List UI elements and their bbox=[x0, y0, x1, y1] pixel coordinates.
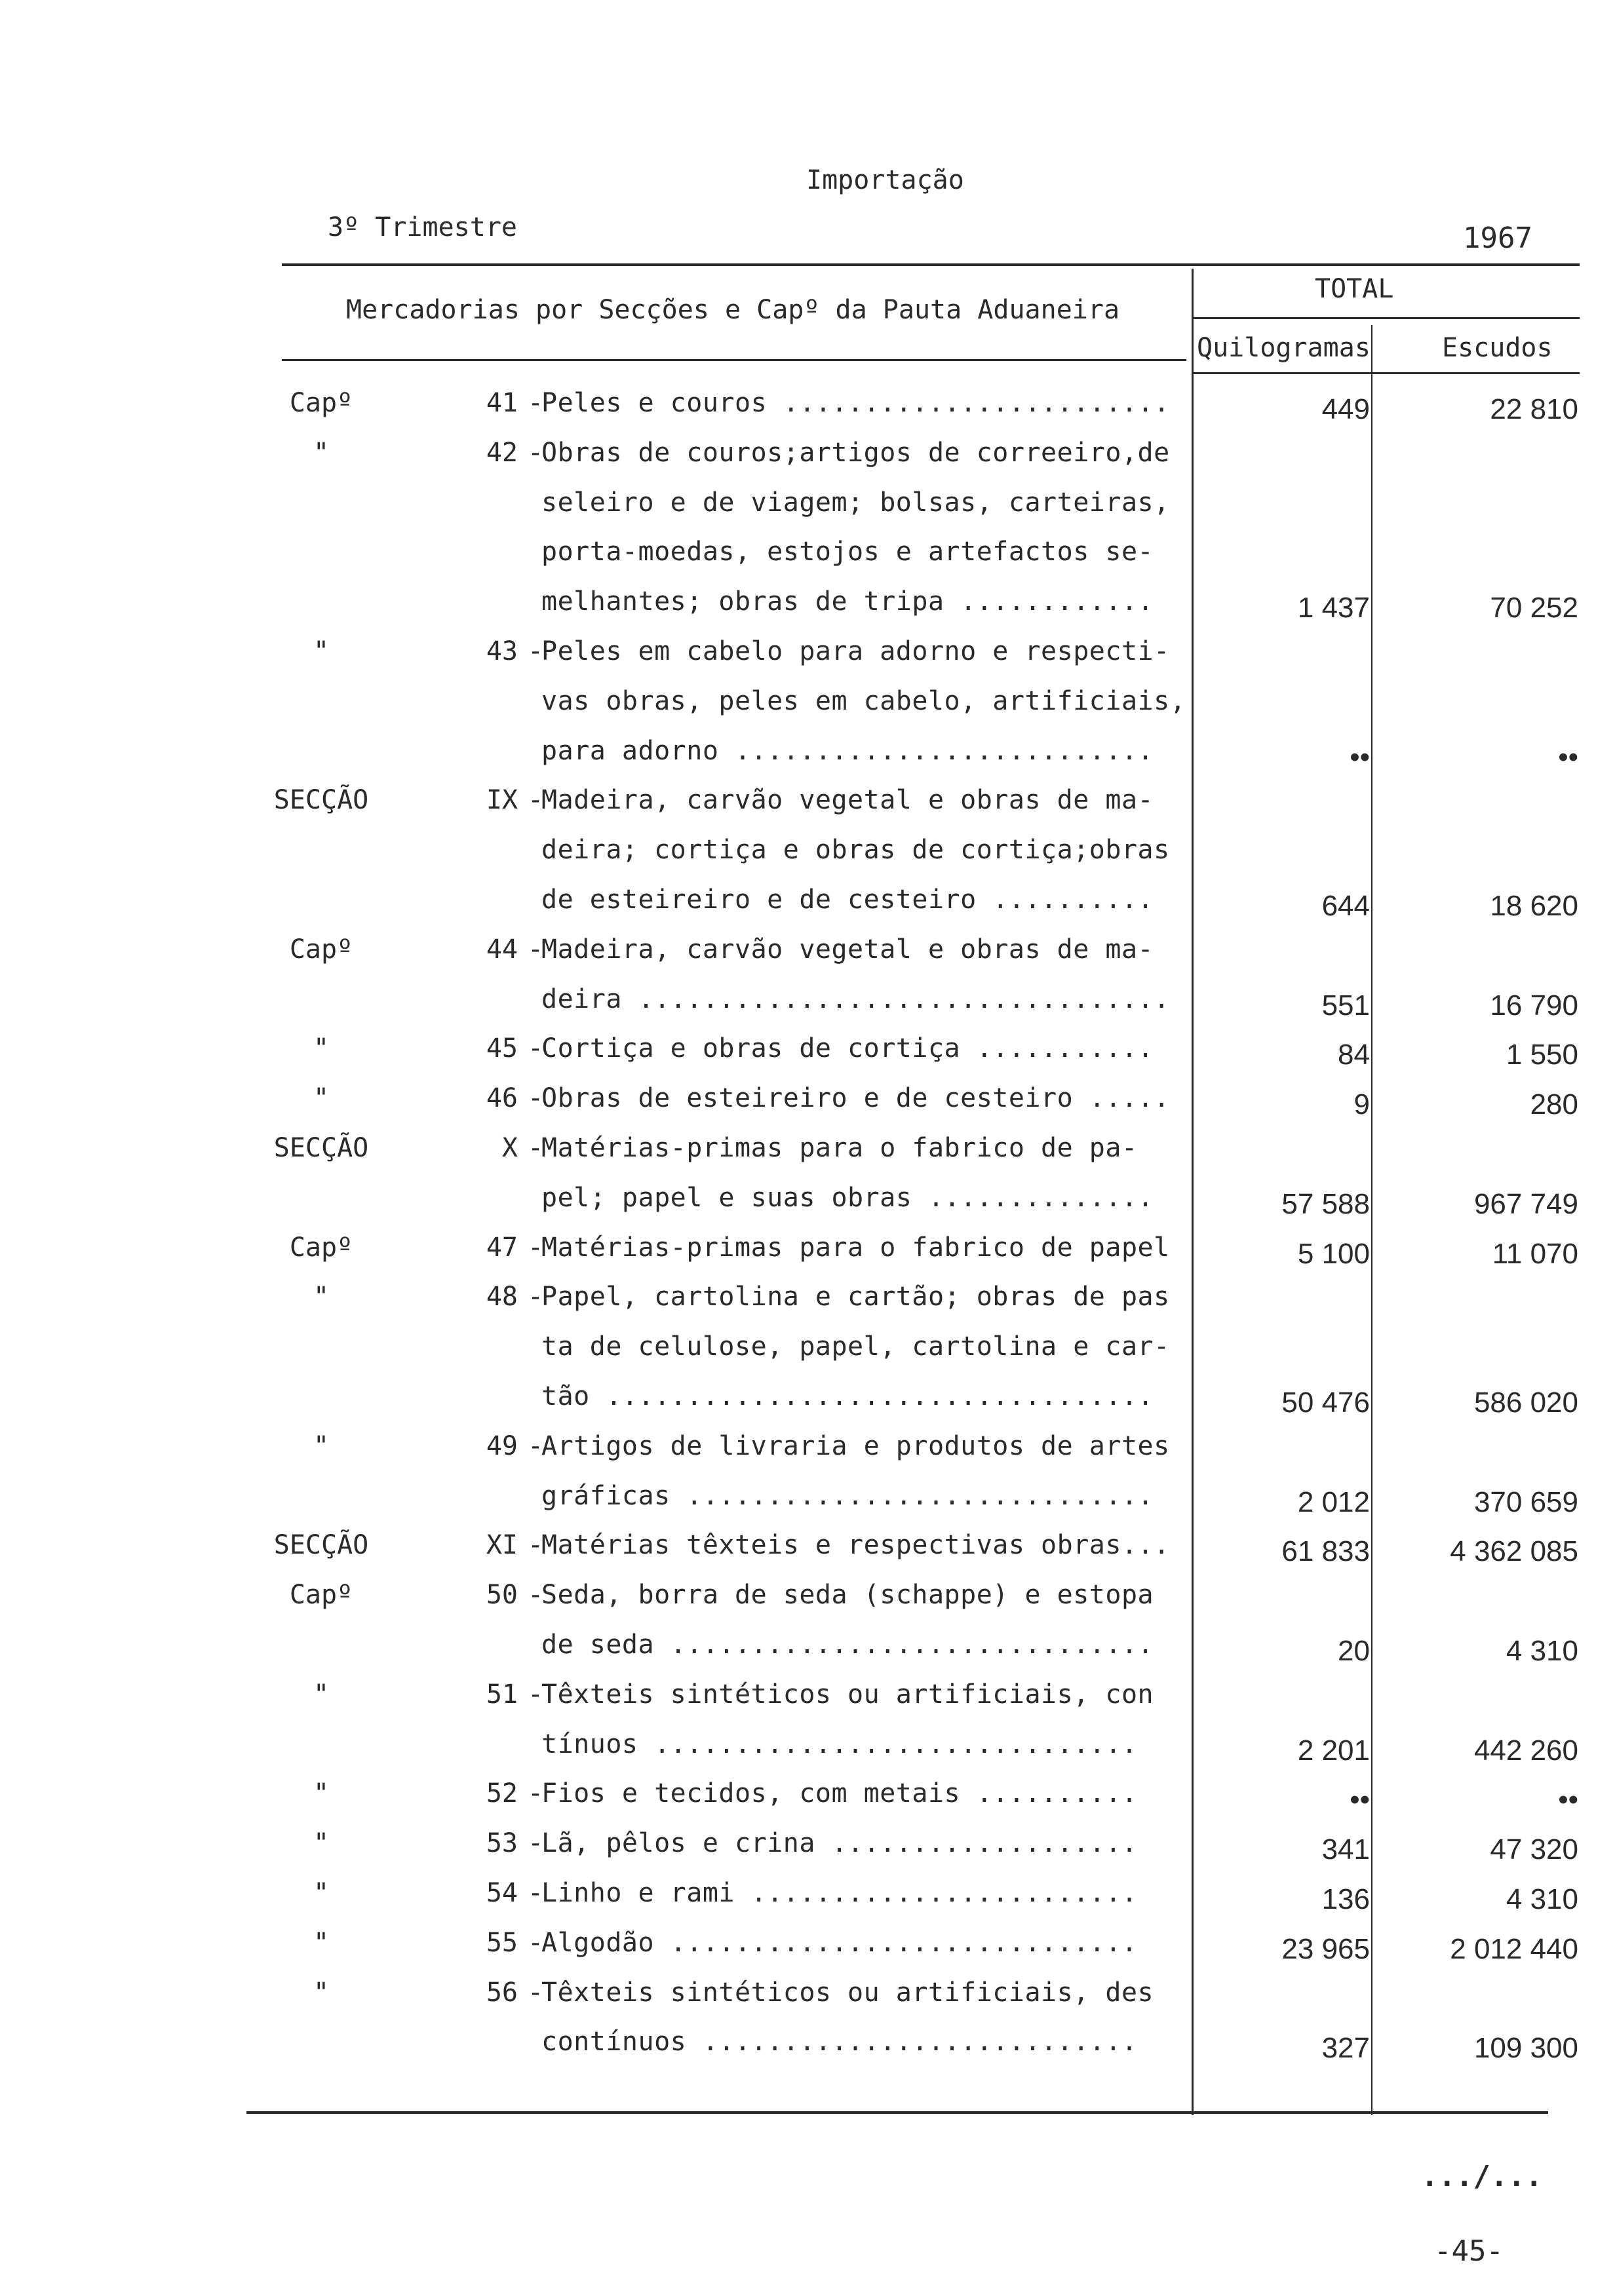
row-label: " bbox=[313, 1679, 330, 1710]
row-description: contínuos ........................... bbox=[541, 2027, 1138, 2057]
row-kilograms: 1 437 bbox=[1297, 592, 1370, 624]
row-label: " bbox=[313, 1978, 330, 2008]
row-kilograms: 2 201 bbox=[1297, 1734, 1370, 1767]
row-description: para adorno .......................... bbox=[541, 736, 1154, 766]
row-label: " bbox=[313, 636, 330, 666]
header-bottom-rule bbox=[282, 359, 1186, 361]
document-title: Importação bbox=[806, 165, 964, 195]
row-label: SECÇÃO bbox=[273, 1530, 369, 1560]
table-row bbox=[0, 438, 1615, 488]
description-column-header: Mercadorias por Secções e Capº da Pauta Aduaneira bbox=[346, 295, 1120, 325]
row-description: Cortiça e obras de cortiça ........... bbox=[541, 1033, 1154, 1063]
row-dash: - bbox=[528, 1778, 544, 1808]
table-row bbox=[0, 1083, 1615, 1133]
row-kilograms: 61 833 bbox=[1281, 1535, 1370, 1567]
table-row bbox=[0, 1778, 1615, 1828]
row-kilograms: 136 bbox=[1321, 1883, 1370, 1915]
table-row bbox=[0, 636, 1615, 686]
table-row bbox=[0, 1033, 1615, 1083]
table-row bbox=[0, 1431, 1615, 1481]
total-column-header: TOTAL bbox=[1315, 274, 1394, 304]
table-row bbox=[0, 1729, 1615, 1779]
row-description: Madeira, carvão vegetal e obras de ma- bbox=[541, 785, 1154, 815]
row-escudos: 109 300 bbox=[1473, 2032, 1578, 2064]
row-number: 44 bbox=[486, 934, 518, 965]
row-dash: - bbox=[528, 934, 544, 965]
row-escudos: 2 012 440 bbox=[1450, 1933, 1578, 1965]
row-number: 55 bbox=[486, 1928, 518, 1958]
row-escudos: •• bbox=[1558, 741, 1578, 773]
row-escudos: 280 bbox=[1530, 1088, 1578, 1120]
table-row bbox=[0, 1183, 1615, 1233]
row-description: melhantes; obras de tripa ............ bbox=[541, 586, 1154, 617]
row-dash: - bbox=[528, 1431, 544, 1461]
row-dash: - bbox=[528, 1978, 544, 2008]
row-description: Seda, borra de seda (schappe) e estopa bbox=[541, 1580, 1154, 1610]
row-number: 46 bbox=[486, 1083, 518, 1113]
table-row bbox=[0, 1928, 1615, 1978]
row-escudos: 47 320 bbox=[1490, 1833, 1578, 1866]
table-row bbox=[0, 1828, 1615, 1878]
row-number: 48 bbox=[486, 1282, 518, 1312]
table-row bbox=[0, 1133, 1615, 1183]
table-row bbox=[0, 1978, 1615, 2027]
period-label: 3º Trimestre bbox=[328, 212, 517, 242]
row-escudos: 16 790 bbox=[1490, 989, 1578, 1022]
row-number: 41 bbox=[486, 388, 518, 418]
row-description: deira ................................. bbox=[541, 984, 1170, 1014]
row-description: pel; papel e suas obras .............. bbox=[541, 1183, 1154, 1213]
row-number: 47 bbox=[486, 1233, 518, 1263]
row-description: de esteireiro e de cesteiro .......... bbox=[541, 885, 1154, 915]
row-dash: - bbox=[528, 1679, 544, 1710]
row-description: gráficas ............................. bbox=[541, 1481, 1154, 1511]
row-number: 50 bbox=[486, 1580, 518, 1610]
table-row bbox=[0, 736, 1615, 786]
row-description: Peles e couros ........................ bbox=[541, 388, 1170, 418]
row-label: " bbox=[313, 1083, 330, 1113]
row-escudos: 18 620 bbox=[1490, 890, 1578, 922]
row-kilograms: 327 bbox=[1321, 2032, 1370, 2064]
row-dash: - bbox=[528, 1233, 544, 1263]
table-row bbox=[0, 488, 1615, 537]
table-row bbox=[0, 1679, 1615, 1729]
row-kilograms: 9 bbox=[1353, 1088, 1370, 1120]
row-label: " bbox=[313, 438, 330, 468]
table-row bbox=[0, 537, 1615, 586]
table-row bbox=[0, 1878, 1615, 1928]
row-number: IX bbox=[486, 785, 518, 815]
row-escudos: 586 020 bbox=[1473, 1387, 1578, 1419]
row-description: Matérias-primas para o fabrico de pa- bbox=[541, 1133, 1138, 1163]
row-description: tão .................................. bbox=[541, 1381, 1154, 1411]
row-label: " bbox=[313, 1828, 330, 1858]
table-row bbox=[0, 835, 1615, 885]
page-number: -45- bbox=[1434, 2234, 1504, 2268]
row-kilograms: 2 012 bbox=[1297, 1486, 1370, 1518]
row-description: Madeira, carvão vegetal e obras de ma- bbox=[541, 934, 1154, 965]
row-number: XI bbox=[486, 1530, 518, 1560]
row-escudos: 1 550 bbox=[1506, 1039, 1578, 1071]
row-escudos: 967 749 bbox=[1473, 1188, 1578, 1220]
row-label: " bbox=[313, 1033, 330, 1063]
row-description: de seda .............................. bbox=[541, 1630, 1154, 1660]
row-number: 51 bbox=[486, 1679, 518, 1710]
row-number: 52 bbox=[486, 1778, 518, 1808]
row-kilograms: 5 100 bbox=[1297, 1238, 1370, 1270]
row-label: Capº bbox=[289, 388, 353, 418]
row-dash: - bbox=[528, 1282, 544, 1312]
row-dash: - bbox=[528, 1878, 544, 1908]
row-description: Matérias-primas para o fabrico de papel bbox=[541, 1233, 1170, 1263]
row-description: Linho e rami ........................ bbox=[541, 1878, 1138, 1908]
row-dash: - bbox=[528, 636, 544, 666]
row-kilograms: 50 476 bbox=[1281, 1387, 1370, 1419]
row-number: X bbox=[501, 1133, 518, 1163]
row-escudos: 22 810 bbox=[1490, 393, 1578, 425]
table-row bbox=[0, 785, 1615, 835]
row-label: SECÇÃO bbox=[273, 1133, 369, 1163]
row-escudos: •• bbox=[1558, 1784, 1578, 1816]
table-row bbox=[0, 1481, 1615, 1531]
continuation-mark: .../... bbox=[1421, 2160, 1543, 2193]
row-description: vas obras, peles em cabelo, artificiais, bbox=[541, 686, 1186, 716]
row-number: 45 bbox=[486, 1033, 518, 1063]
row-escudos: 4 310 bbox=[1506, 1635, 1578, 1667]
row-dash: - bbox=[528, 1133, 544, 1163]
row-number: 53 bbox=[486, 1828, 518, 1858]
row-label: Capº bbox=[289, 1233, 353, 1263]
row-label: " bbox=[313, 1778, 330, 1808]
row-number: 54 bbox=[486, 1878, 518, 1908]
table-row bbox=[0, 1580, 1615, 1630]
table-row bbox=[0, 984, 1615, 1034]
row-label: SECÇÃO bbox=[273, 785, 369, 815]
row-description: Matérias têxteis e respectivas obras... bbox=[541, 1530, 1170, 1560]
row-description: seleiro e de viagem; bolsas, carteiras, bbox=[541, 488, 1170, 518]
row-escudos: 4 310 bbox=[1506, 1883, 1578, 1915]
row-description: ta de celulose, papel, cartolina e car- bbox=[541, 1331, 1170, 1362]
escudos-column-header: Escudos bbox=[1442, 333, 1553, 363]
table-row bbox=[0, 686, 1615, 736]
row-description: Lã, pêlos e crina ................... bbox=[541, 1828, 1138, 1858]
row-kilograms: 84 bbox=[1338, 1039, 1370, 1071]
row-kilograms: 23 965 bbox=[1281, 1933, 1370, 1965]
row-description: Peles em cabelo para adorno e respecti- bbox=[541, 636, 1170, 666]
row-description: Obras de couros;artigos de correeiro,de bbox=[541, 438, 1170, 468]
row-kilograms: 449 bbox=[1321, 393, 1370, 425]
row-description: deira; cortiça e obras de cortiça;obras bbox=[541, 835, 1170, 865]
row-label: " bbox=[313, 1431, 330, 1461]
row-label: Capº bbox=[289, 1580, 353, 1610]
top-rule bbox=[282, 263, 1580, 266]
row-escudos: 70 252 bbox=[1490, 592, 1578, 624]
table-row bbox=[0, 1381, 1615, 1431]
row-label: Capº bbox=[289, 934, 353, 965]
row-description: porta-moedas, estojos e artefactos se- bbox=[541, 537, 1154, 567]
table-bottom-rule bbox=[246, 2111, 1548, 2114]
row-dash: - bbox=[528, 1928, 544, 1958]
row-kilograms: •• bbox=[1350, 1784, 1370, 1816]
row-dash: - bbox=[528, 785, 544, 815]
row-label: " bbox=[313, 1282, 330, 1312]
table-row bbox=[0, 1630, 1615, 1679]
row-dash: - bbox=[528, 1828, 544, 1858]
row-kilograms: 20 bbox=[1338, 1635, 1370, 1667]
row-kilograms: 57 588 bbox=[1281, 1188, 1370, 1220]
row-escudos: 370 659 bbox=[1473, 1486, 1578, 1518]
table-row bbox=[0, 2027, 1615, 2076]
row-escudos: 4 362 085 bbox=[1450, 1535, 1578, 1567]
row-number: 49 bbox=[486, 1431, 518, 1461]
kilograms-column-header: Quilogramas bbox=[1197, 333, 1371, 363]
table-row bbox=[0, 1530, 1615, 1580]
table-row bbox=[0, 1331, 1615, 1381]
row-description: tínuos .............................. bbox=[541, 1729, 1138, 1759]
row-kilograms: •• bbox=[1350, 741, 1370, 773]
row-description: Têxteis sintéticos ou artificiais, con bbox=[541, 1679, 1154, 1710]
table-row bbox=[0, 885, 1615, 934]
row-description: Fios e tecidos, com metais .......... bbox=[541, 1778, 1138, 1808]
row-escudos: 11 070 bbox=[1492, 1238, 1578, 1270]
row-number: 42 bbox=[486, 438, 518, 468]
total-underline bbox=[1193, 317, 1580, 319]
table-row bbox=[0, 1233, 1615, 1282]
row-kilograms: 644 bbox=[1321, 890, 1370, 922]
row-description: Papel, cartolina e cartão; obras de pas bbox=[541, 1282, 1170, 1312]
row-number: 43 bbox=[486, 636, 518, 666]
row-number: 56 bbox=[486, 1978, 518, 2008]
table-row bbox=[0, 586, 1615, 636]
row-kilograms: 551 bbox=[1321, 989, 1370, 1022]
table-row bbox=[0, 934, 1615, 984]
year-label: 1967 bbox=[1463, 221, 1532, 255]
row-dash: - bbox=[528, 1580, 544, 1610]
row-label: " bbox=[313, 1878, 330, 1908]
row-label: " bbox=[313, 1928, 330, 1958]
row-description: Algodão ............................. bbox=[541, 1928, 1138, 1958]
row-dash: - bbox=[528, 1033, 544, 1063]
row-description: Artigos de livraria e produtos de artes bbox=[541, 1431, 1170, 1461]
row-escudos: 442 260 bbox=[1473, 1734, 1578, 1767]
subheader-underline bbox=[1193, 372, 1580, 374]
row-kilograms: 341 bbox=[1321, 1833, 1370, 1866]
table-row bbox=[0, 1282, 1615, 1331]
row-description: Obras de esteireiro e de cesteiro ..... bbox=[541, 1083, 1170, 1113]
row-description: Têxteis sintéticos ou artificiais, des bbox=[541, 1978, 1154, 2008]
row-dash: - bbox=[528, 388, 544, 418]
row-dash: - bbox=[528, 1083, 544, 1113]
row-dash: - bbox=[528, 438, 544, 468]
row-dash: - bbox=[528, 1530, 544, 1560]
table-row bbox=[0, 388, 1615, 438]
